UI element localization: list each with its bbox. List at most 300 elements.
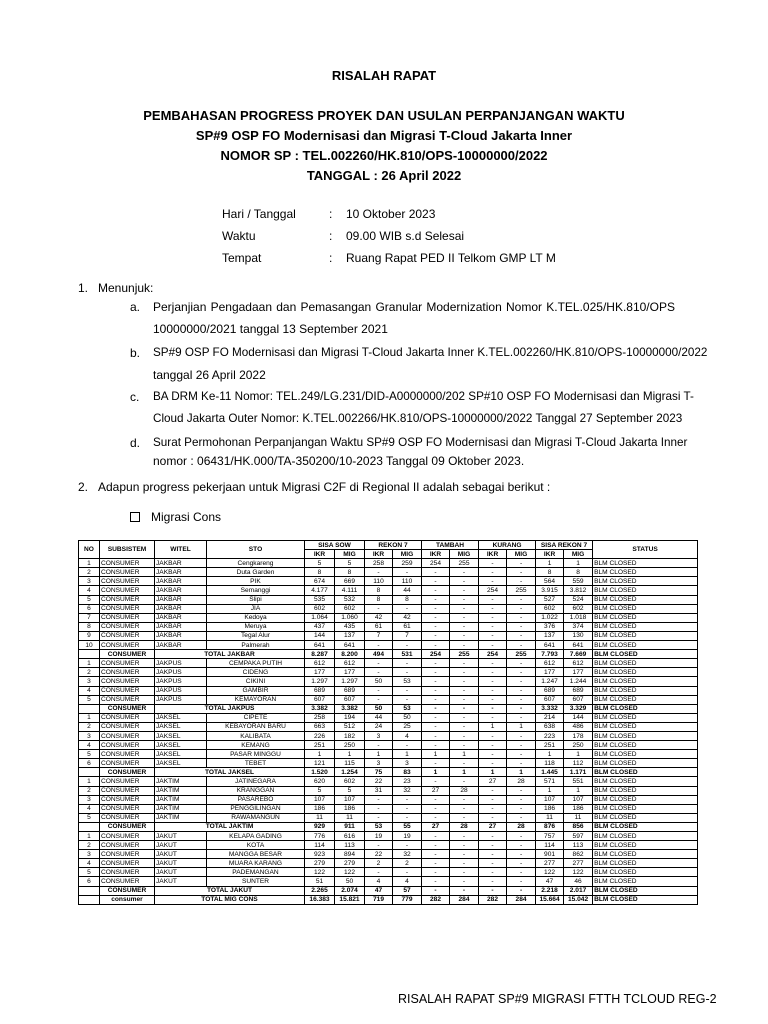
cell-kurang-ikr: - bbox=[479, 759, 507, 768]
cell-witel: JAKUT bbox=[155, 832, 207, 841]
cell-sisa-ikr: 1.022 bbox=[536, 613, 564, 622]
cell-sisa-mig: 1 bbox=[564, 750, 593, 759]
cell-sisa-mig: 597 bbox=[564, 832, 593, 841]
cell-tambah-mig: - bbox=[450, 795, 479, 804]
cell-status: BLM CLOSED bbox=[593, 841, 698, 850]
cell-sto: KOTA bbox=[207, 841, 305, 850]
cell-rekon7-ikr: 7 bbox=[365, 631, 393, 640]
cell-tambah-mig: 255 bbox=[450, 650, 479, 659]
cell-rekon7-ikr: 494 bbox=[365, 650, 393, 659]
cell-kurang-mig: - bbox=[507, 695, 536, 704]
table-row bbox=[79, 795, 698, 804]
cell-rekon7-mig: - bbox=[393, 841, 422, 850]
meeting-time-label: Waktu bbox=[222, 229, 256, 243]
cell-sisa-mig: 8 bbox=[564, 568, 593, 577]
meeting-date-colon: : bbox=[329, 207, 333, 221]
cell-rekon7-ikr: 31 bbox=[365, 786, 393, 795]
total-row bbox=[79, 704, 698, 713]
cell-rekon7-mig: 2 bbox=[393, 859, 422, 868]
table-row bbox=[79, 577, 698, 586]
total-row bbox=[79, 768, 698, 777]
cell-no: 3 bbox=[79, 795, 100, 804]
cell-no bbox=[79, 886, 100, 895]
cell-witel: JAKBAR bbox=[155, 622, 207, 631]
cell-tambah-ikr: - bbox=[422, 577, 450, 586]
cell-sisa-mig: 178 bbox=[564, 731, 593, 740]
cell-tambah-mig: - bbox=[450, 695, 479, 704]
cell-kurang-mig: - bbox=[507, 877, 536, 886]
cell-tambah-ikr: 1 bbox=[422, 768, 450, 777]
header-witel: WITEL bbox=[155, 541, 207, 559]
cell-no: 3 bbox=[79, 731, 100, 740]
cell-subsistem: CONSUMER bbox=[100, 713, 155, 722]
cell-tambah-ikr: - bbox=[422, 741, 450, 750]
cell-kurang-mig: - bbox=[507, 704, 536, 713]
cell-sow-mig: 107 bbox=[335, 795, 365, 804]
cell-sisa-ikr: 214 bbox=[536, 713, 564, 722]
header-mig: MIG bbox=[507, 550, 536, 559]
cell-rekon7-mig: 53 bbox=[393, 704, 422, 713]
meeting-time-value: 09.00 WIB s.d Selesai bbox=[346, 229, 465, 243]
cell-sow-mig: 669 bbox=[335, 577, 365, 586]
header-kurang: KURANG bbox=[479, 541, 536, 550]
cell-sto: PASAREBO bbox=[207, 795, 305, 804]
cell-sisa-mig: 186 bbox=[564, 804, 593, 813]
cell-tambah-ikr: - bbox=[422, 604, 450, 613]
cell-status: BLM CLOSED bbox=[593, 586, 698, 595]
cell-sow-mig: 15.821 bbox=[335, 895, 365, 904]
header-ikr: IKR bbox=[305, 550, 335, 559]
cell-sow-ikr: 923 bbox=[305, 850, 335, 859]
meeting-time-colon: : bbox=[329, 229, 333, 243]
cell-sow-mig: 3.382 bbox=[335, 704, 365, 713]
cell-status: BLM CLOSED bbox=[593, 704, 698, 713]
cell-tambah-mig: - bbox=[450, 668, 479, 677]
cell-kurang-ikr: - bbox=[479, 622, 507, 631]
cell-kurang-mig: - bbox=[507, 677, 536, 686]
cell-kurang-ikr: 1 bbox=[479, 768, 507, 777]
table-row bbox=[79, 804, 698, 813]
cell-tambah-ikr: - bbox=[422, 832, 450, 841]
cell-sto: Duta Garden bbox=[207, 568, 305, 577]
meeting-place-label: Tempat bbox=[222, 251, 262, 265]
cell-sow-ikr: 258 bbox=[305, 713, 335, 722]
cell-sow-ikr: 437 bbox=[305, 622, 335, 631]
cell-sto: SUNTER bbox=[207, 877, 305, 886]
cell-kurang-ikr: - bbox=[479, 659, 507, 668]
cell-sisa-mig: 113 bbox=[564, 841, 593, 850]
cell-sow-ikr: 535 bbox=[305, 595, 335, 604]
section-1-heading: Menunjuk: bbox=[98, 281, 154, 295]
cell-witel: TOTAL JAKSEL bbox=[155, 768, 305, 777]
cell-sow-ikr: 607 bbox=[305, 695, 335, 704]
cell-rekon7-ikr: - bbox=[365, 668, 393, 677]
cell-sow-ikr: 663 bbox=[305, 722, 335, 731]
cell-sisa-mig: 3.812 bbox=[564, 586, 593, 595]
cell-sisa-mig: 862 bbox=[564, 850, 593, 859]
cell-tambah-ikr: - bbox=[422, 595, 450, 604]
cell-rekon7-mig: - bbox=[393, 686, 422, 695]
cell-kurang-mig: - bbox=[507, 577, 536, 586]
cell-rekon7-ikr: 3 bbox=[365, 731, 393, 740]
cell-sow-ikr: 776 bbox=[305, 832, 335, 841]
cell-rekon7-ikr: - bbox=[365, 641, 393, 650]
cell-no bbox=[79, 768, 100, 777]
cell-kurang-mig: 284 bbox=[507, 895, 536, 904]
cell-rekon7-mig: 61 bbox=[393, 622, 422, 631]
cell-tambah-mig: 255 bbox=[450, 559, 479, 568]
cell-rekon7-mig: 32 bbox=[393, 850, 422, 859]
cell-rekon7-ikr: - bbox=[365, 741, 393, 750]
cell-sow-mig: 602 bbox=[335, 777, 365, 786]
cell-rekon7-mig: 57 bbox=[393, 886, 422, 895]
cell-status: BLM CLOSED bbox=[593, 895, 698, 904]
cell-witel: JAKPUS bbox=[155, 659, 207, 668]
cell-sow-ikr: 8 bbox=[305, 568, 335, 577]
cell-rekon7-mig: - bbox=[393, 568, 422, 577]
cell-status: BLM CLOSED bbox=[593, 804, 698, 813]
cell-subsistem: CONSUMER bbox=[100, 577, 155, 586]
table-row bbox=[79, 841, 698, 850]
cell-kurang-mig: - bbox=[507, 613, 536, 622]
cell-rekon7-mig: - bbox=[393, 804, 422, 813]
cell-sisa-mig: 1.244 bbox=[564, 677, 593, 686]
cell-subsistem: CONSUMER bbox=[100, 559, 155, 568]
cell-rekon7-ikr: - bbox=[365, 568, 393, 577]
cell-subsistem: CONSUMER bbox=[100, 741, 155, 750]
cell-tambah-ikr: - bbox=[422, 695, 450, 704]
cell-no: 4 bbox=[79, 586, 100, 595]
cell-no: 4 bbox=[79, 741, 100, 750]
cell-no: 10 bbox=[79, 641, 100, 650]
cell-sow-ikr: 226 bbox=[305, 731, 335, 740]
cell-witel: JAKTIM bbox=[155, 795, 207, 804]
cell-sto: PASAR MINGGU bbox=[207, 750, 305, 759]
cell-rekon7-mig: 4 bbox=[393, 877, 422, 886]
cell-status: BLM CLOSED bbox=[593, 713, 698, 722]
cell-no: 2 bbox=[79, 568, 100, 577]
cell-no: 1 bbox=[79, 659, 100, 668]
cell-sisa-ikr: 251 bbox=[536, 741, 564, 750]
table-row bbox=[79, 586, 698, 595]
cell-sisa-mig: 641 bbox=[564, 641, 593, 650]
cell-status: BLM CLOSED bbox=[593, 668, 698, 677]
cell-no bbox=[79, 895, 100, 904]
cell-kurang-mig: - bbox=[507, 641, 536, 650]
section-2-text: Adapun progress pekerjaan untuk Migrasi C2F di Regional II adalah sebagai berikut : bbox=[98, 480, 551, 494]
cell-witel: JAKBAR bbox=[155, 604, 207, 613]
cell-subsistem: CONSUMER bbox=[100, 759, 155, 768]
cell-kurang-ikr: - bbox=[479, 804, 507, 813]
cell-witel: JAKSEL bbox=[155, 731, 207, 740]
cell-tambah-mig: - bbox=[450, 586, 479, 595]
cell-kurang-ikr: - bbox=[479, 641, 507, 650]
item-line-2: tanggal 26 April 2022 bbox=[153, 368, 266, 382]
cell-sisa-mig: 612 bbox=[564, 659, 593, 668]
cell-status: BLM CLOSED bbox=[593, 568, 698, 577]
cell-witel: JAKTIM bbox=[155, 786, 207, 795]
cell-tambah-ikr: 254 bbox=[422, 559, 450, 568]
cell-sto: PADEMANGAN bbox=[207, 868, 305, 877]
cell-kurang-ikr: - bbox=[479, 813, 507, 822]
cell-tambah-ikr: - bbox=[422, 622, 450, 631]
cell-no: 6 bbox=[79, 759, 100, 768]
cell-tambah-mig: - bbox=[450, 659, 479, 668]
cell-status: BLM CLOSED bbox=[593, 868, 698, 877]
cell-sto: RAWAMANGUN bbox=[207, 813, 305, 822]
cell-sisa-mig: 3.329 bbox=[564, 704, 593, 713]
cell-rekon7-mig: - bbox=[393, 795, 422, 804]
cell-kurang-ikr: - bbox=[479, 832, 507, 841]
cell-sto: MUARA KARANG bbox=[207, 859, 305, 868]
cell-kurang-ikr: 282 bbox=[479, 895, 507, 904]
cell-subsistem: CONSUMER bbox=[100, 568, 155, 577]
cell-sto: JATINEGARA bbox=[207, 777, 305, 786]
migration-table bbox=[78, 540, 698, 905]
cell-sisa-ikr: 1 bbox=[536, 750, 564, 759]
cell-sisa-ikr: 186 bbox=[536, 804, 564, 813]
cell-tambah-mig: - bbox=[450, 886, 479, 895]
cell-sisa-ikr: 118 bbox=[536, 759, 564, 768]
cell-witel: JAKUT bbox=[155, 859, 207, 868]
cell-rekon7-mig: 50 bbox=[393, 713, 422, 722]
cell-sow-mig: 612 bbox=[335, 659, 365, 668]
cell-kurang-ikr: - bbox=[479, 850, 507, 859]
cell-rekon7-mig: - bbox=[393, 668, 422, 677]
cell-sisa-ikr: 571 bbox=[536, 777, 564, 786]
cell-rekon7-ikr: - bbox=[365, 686, 393, 695]
cell-sisa-mig: 11 bbox=[564, 813, 593, 822]
cell-sow-mig: 8 bbox=[335, 568, 365, 577]
cell-rekon7-mig: 531 bbox=[393, 650, 422, 659]
meeting-date-value: 10 Oktober 2023 bbox=[346, 207, 436, 221]
cell-sow-ikr: 620 bbox=[305, 777, 335, 786]
header-sto: STO bbox=[207, 541, 305, 559]
total-row bbox=[79, 650, 698, 659]
cell-subsistem: CONSUMER bbox=[100, 695, 155, 704]
cell-subsistem: CONSUMER bbox=[100, 850, 155, 859]
cell-status: BLM CLOSED bbox=[593, 768, 698, 777]
cell-kurang-ikr: 27 bbox=[479, 822, 507, 831]
cell-rekon7-mig: 3 bbox=[393, 759, 422, 768]
cell-tambah-ikr: - bbox=[422, 859, 450, 868]
cell-kurang-mig: 1 bbox=[507, 722, 536, 731]
cell-kurang-mig: - bbox=[507, 741, 536, 750]
cell-kurang-ikr: - bbox=[479, 595, 507, 604]
cell-subsistem: CONSUMER bbox=[100, 650, 155, 659]
header-mig: MIG bbox=[564, 550, 593, 559]
cell-rekon7-ikr: - bbox=[365, 659, 393, 668]
cell-sto: Semanggi bbox=[207, 586, 305, 595]
cell-status: BLM CLOSED bbox=[593, 604, 698, 613]
cell-kurang-ikr: - bbox=[479, 568, 507, 577]
cell-tambah-ikr: 27 bbox=[422, 786, 450, 795]
cell-tambah-ikr: - bbox=[422, 659, 450, 668]
cell-tambah-mig: 1 bbox=[450, 750, 479, 759]
cell-rekon7-ikr: 2 bbox=[365, 859, 393, 868]
cell-rekon7-ikr: - bbox=[365, 795, 393, 804]
cell-kurang-ikr: - bbox=[479, 877, 507, 886]
cell-sto: Tegal Alur bbox=[207, 631, 305, 640]
cell-rekon7-ikr: 258 bbox=[365, 559, 393, 568]
cell-no: 2 bbox=[79, 841, 100, 850]
table-row bbox=[79, 759, 698, 768]
migrasi-cons-label: Migrasi Cons bbox=[151, 510, 222, 524]
table-row bbox=[79, 777, 698, 786]
cell-witel: JAKPUS bbox=[155, 686, 207, 695]
cell-sisa-mig: 144 bbox=[564, 713, 593, 722]
cell-sisa-ikr: 602 bbox=[536, 604, 564, 613]
cell-rekon7-mig: 259 bbox=[393, 559, 422, 568]
cell-rekon7-ikr: 3 bbox=[365, 759, 393, 768]
item-letter: b. bbox=[130, 346, 141, 360]
cell-rekon7-mig: 110 bbox=[393, 577, 422, 586]
cell-sow-ikr: 114 bbox=[305, 841, 335, 850]
cell-sisa-ikr: 47 bbox=[536, 877, 564, 886]
cell-kurang-mig: - bbox=[507, 713, 536, 722]
cell-witel: TOTAL JAKBAR bbox=[155, 650, 305, 659]
cell-rekon7-ikr: - bbox=[365, 841, 393, 850]
cell-sisa-mig: 15.042 bbox=[564, 895, 593, 904]
cell-sisa-ikr: 15.664 bbox=[536, 895, 564, 904]
cell-no: 5 bbox=[79, 868, 100, 877]
cell-tambah-mig: - bbox=[450, 804, 479, 813]
total-row bbox=[79, 886, 698, 895]
cell-rekon7-ikr: 50 bbox=[365, 677, 393, 686]
cell-status: BLM CLOSED bbox=[593, 641, 698, 650]
cell-witel: JAKTIM bbox=[155, 777, 207, 786]
cell-tambah-mig: - bbox=[450, 677, 479, 686]
cell-no bbox=[79, 704, 100, 713]
cell-rekon7-ikr: 8 bbox=[365, 595, 393, 604]
cell-status: BLM CLOSED bbox=[593, 722, 698, 731]
header-ikr: IKR bbox=[536, 550, 564, 559]
cell-sow-ikr: 251 bbox=[305, 741, 335, 750]
cell-sow-mig: 1.297 bbox=[335, 677, 365, 686]
cell-rekon7-mig: - bbox=[393, 695, 422, 704]
cell-kurang-mig: - bbox=[507, 559, 536, 568]
cell-status: BLM CLOSED bbox=[593, 822, 698, 831]
cell-rekon7-mig: - bbox=[393, 604, 422, 613]
cell-kurang-mig: - bbox=[507, 832, 536, 841]
table-row bbox=[79, 613, 698, 622]
cell-sow-ikr: 107 bbox=[305, 795, 335, 804]
cell-tambah-mig: - bbox=[450, 577, 479, 586]
cell-sisa-mig: 277 bbox=[564, 859, 593, 868]
cell-witel: TOTAL JAKPUS bbox=[155, 704, 305, 713]
cell-sisa-mig: 1 bbox=[564, 786, 593, 795]
cell-rekon7-ikr: 8 bbox=[365, 586, 393, 595]
cell-rekon7-ikr: - bbox=[365, 804, 393, 813]
cell-no: 1 bbox=[79, 777, 100, 786]
cell-kurang-mig: - bbox=[507, 759, 536, 768]
cell-sto: TEBET bbox=[207, 759, 305, 768]
cell-tambah-mig: - bbox=[450, 841, 479, 850]
cell-tambah-ikr: - bbox=[422, 841, 450, 850]
cell-sisa-mig: 2.017 bbox=[564, 886, 593, 895]
cell-witel: JAKSEL bbox=[155, 741, 207, 750]
cell-sow-ikr: 186 bbox=[305, 804, 335, 813]
table-row bbox=[79, 731, 698, 740]
cell-witel: JAKBAR bbox=[155, 613, 207, 622]
cell-status: BLM CLOSED bbox=[593, 677, 698, 686]
cell-sow-ikr: 929 bbox=[305, 822, 335, 831]
table-row bbox=[79, 786, 698, 795]
table-row bbox=[79, 686, 698, 695]
item-line-1: SP#9 OSP FO Modernisasi dan Migrasi T-Cloud Jakarta Inner K.TEL.002260/HK.810/OPS-10000000/2022 bbox=[153, 346, 708, 359]
cell-kurang-mig: 28 bbox=[507, 777, 536, 786]
cell-no bbox=[79, 822, 100, 831]
cell-sisa-mig: 177 bbox=[564, 668, 593, 677]
cell-sisa-mig: 1.018 bbox=[564, 613, 593, 622]
cell-tambah-ikr: - bbox=[422, 641, 450, 650]
cell-rekon7-mig: 8 bbox=[393, 595, 422, 604]
cell-no bbox=[79, 650, 100, 659]
cell-sow-mig: 641 bbox=[335, 641, 365, 650]
cell-no: 3 bbox=[79, 577, 100, 586]
cell-kurang-mig: - bbox=[507, 841, 536, 850]
cell-witel: JAKSEL bbox=[155, 759, 207, 768]
table-row bbox=[79, 877, 698, 886]
cell-sow-mig: 11 bbox=[335, 813, 365, 822]
document-title: RISALAH RAPAT bbox=[331, 68, 437, 83]
cell-sisa-mig: 112 bbox=[564, 759, 593, 768]
cell-sow-mig: 512 bbox=[335, 722, 365, 731]
cell-rekon7-ikr: - bbox=[365, 813, 393, 822]
cell-rekon7-ikr: 19 bbox=[365, 832, 393, 841]
cell-subsistem: CONSUMER bbox=[100, 886, 155, 895]
cell-kurang-mig: - bbox=[507, 668, 536, 677]
cell-rekon7-mig: 32 bbox=[393, 786, 422, 795]
cell-rekon7-ikr: - bbox=[365, 868, 393, 877]
cell-witel: JAKSEL bbox=[155, 713, 207, 722]
cell-tambah-mig: - bbox=[450, 777, 479, 786]
table-body bbox=[79, 559, 698, 905]
cell-status: BLM CLOSED bbox=[593, 877, 698, 886]
cell-kurang-mig: - bbox=[507, 686, 536, 695]
cell-sow-ikr: 5 bbox=[305, 559, 335, 568]
cell-witel: TOTAL JAKTIM bbox=[155, 822, 305, 831]
cell-tambah-ikr: - bbox=[422, 886, 450, 895]
cell-rekon7-ikr: 47 bbox=[365, 886, 393, 895]
cell-kurang-ikr: - bbox=[479, 841, 507, 850]
cell-no: 3 bbox=[79, 850, 100, 859]
cell-status: BLM CLOSED bbox=[593, 741, 698, 750]
cell-sto: Slipi bbox=[207, 595, 305, 604]
cell-kurang-ikr: - bbox=[479, 713, 507, 722]
section-1-number: 1. bbox=[78, 281, 89, 295]
cell-sow-mig: 689 bbox=[335, 686, 365, 695]
cell-tambah-ikr: - bbox=[422, 759, 450, 768]
cell-tambah-ikr: - bbox=[422, 704, 450, 713]
item-line-2: Cloud Jakarta Outer Nomor: K.TEL.002266/HK.810/OPS-10000000/2022 Tanggal 27 September 2023 bbox=[153, 412, 683, 425]
table-row bbox=[79, 868, 698, 877]
cell-no: 5 bbox=[79, 813, 100, 822]
cell-sow-ikr: 1.297 bbox=[305, 677, 335, 686]
cell-tambah-mig: - bbox=[450, 604, 479, 613]
cell-kurang-mig: - bbox=[507, 868, 536, 877]
cell-sow-ikr: 279 bbox=[305, 859, 335, 868]
cell-kurang-ikr: - bbox=[479, 631, 507, 640]
cell-rekon7-ikr: 44 bbox=[365, 713, 393, 722]
cell-kurang-mig: - bbox=[507, 813, 536, 822]
cell-no: 4 bbox=[79, 859, 100, 868]
cell-sisa-ikr: 1 bbox=[536, 786, 564, 795]
cell-sow-mig: 1.254 bbox=[335, 768, 365, 777]
cell-status: BLM CLOSED bbox=[593, 859, 698, 868]
cell-no: 8 bbox=[79, 622, 100, 631]
cell-rekon7-mig: 44 bbox=[393, 586, 422, 595]
